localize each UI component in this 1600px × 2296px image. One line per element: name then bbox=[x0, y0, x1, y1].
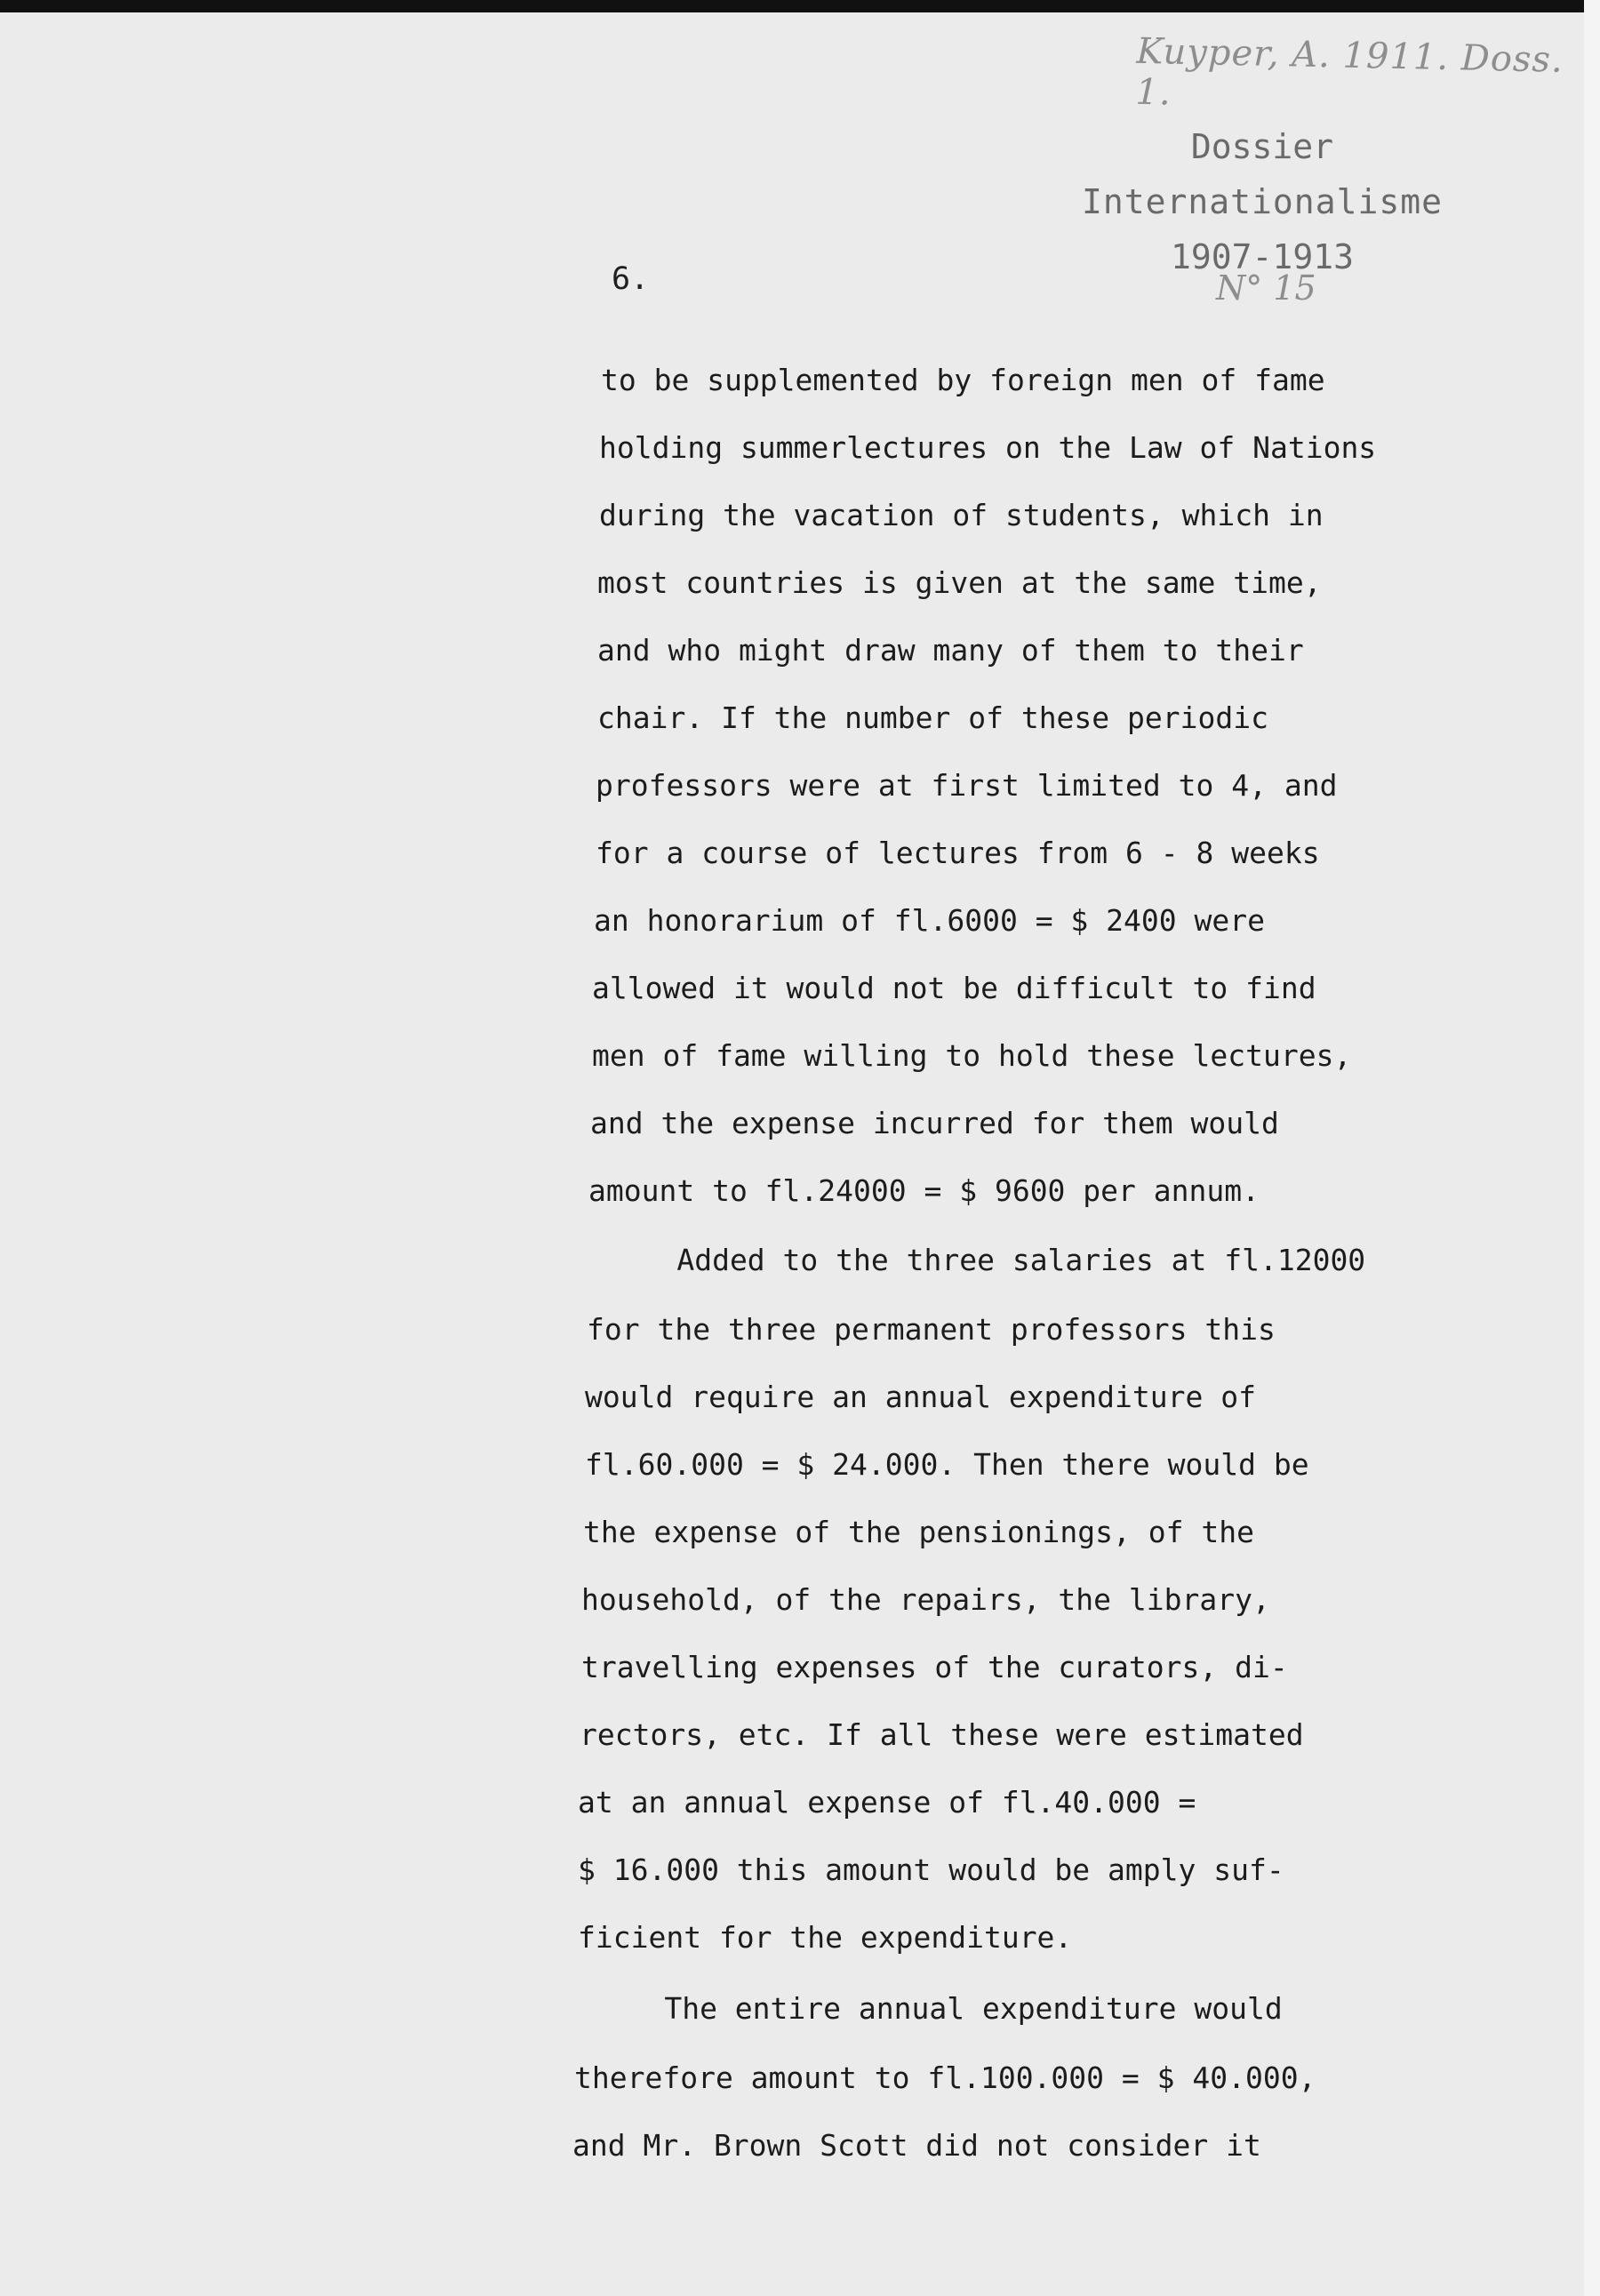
text-line: amount to fl.24000 = $ 9600 per annum. bbox=[588, 1173, 1260, 1208]
text-line: and Mr. Brown Scott did not consider it bbox=[572, 2128, 1261, 2163]
text-line: chair. If the number of these periodic bbox=[597, 700, 1268, 735]
text-line: an honorarium of fl.6000 = $ 2400 were bbox=[594, 903, 1265, 938]
text-line: professors were at first limited to 4, and bbox=[596, 768, 1338, 803]
text-line: would require an annual expenditure of bbox=[585, 1380, 1256, 1414]
text-line: during the vacation of students, which in bbox=[599, 498, 1324, 532]
text-line: holding summerlectures on the Law of Nations bbox=[599, 430, 1377, 465]
text-line: therefore amount to fl.100.000 = $ 40.000, bbox=[574, 2060, 1316, 2095]
text-line: rectors, etc. If all these were estimated bbox=[580, 1717, 1304, 1752]
text-line: the expense of the pensionings, of the bbox=[583, 1515, 1254, 1549]
text-line: Added to the three salaries at fl.12000 bbox=[588, 1243, 1366, 1277]
handwritten-archive-note: Kuyper, A. 1911. Doss. 1. bbox=[1135, 30, 1564, 114]
archive-stamp bbox=[1058, 119, 1467, 284]
stamp-line-years: 1907-1913 bbox=[1171, 237, 1354, 276]
text-line: to be supplemented by foreign men of fame bbox=[601, 363, 1325, 397]
text-line: $ 16.000 this amount would be amply suf- bbox=[578, 1852, 1284, 1887]
page-edge bbox=[1584, 0, 1600, 2296]
page-number: 6. bbox=[612, 261, 650, 297]
text-line: The entire annual expenditure would bbox=[576, 1991, 1283, 2026]
text-line: travelling expenses of the curators, di- bbox=[581, 1650, 1288, 1684]
text-line: ficient for the expenditure. bbox=[578, 1920, 1073, 1955]
stamp-line-dossier: Dossier bbox=[1190, 127, 1334, 166]
text-line: for the three permanent professors this bbox=[587, 1312, 1276, 1347]
text-line: at an annual expense of fl.40.000 = bbox=[578, 1785, 1196, 1820]
text-line: and who might draw many of them to their bbox=[597, 633, 1304, 668]
text-line: for a course of lectures from 6 - 8 weeks bbox=[596, 836, 1320, 870]
handwritten-item-number: N° 15 bbox=[1216, 268, 1316, 308]
text-line: household, of the repairs, the library, bbox=[581, 1582, 1270, 1617]
text-line: men of fame willing to hold these lectures, bbox=[592, 1038, 1352, 1073]
text-line: most countries is given at the same time, bbox=[597, 565, 1322, 600]
text-line: allowed it would not be difficult to find bbox=[592, 971, 1316, 1005]
document-page bbox=[0, 12, 1584, 2296]
text-line: fl.60.000 = $ 24.000. Then there would be bbox=[585, 1447, 1309, 1482]
text-line: and the expense incurred for them would bbox=[590, 1106, 1279, 1140]
stamp-line-internationalisme: Internationalisme bbox=[1082, 182, 1443, 221]
